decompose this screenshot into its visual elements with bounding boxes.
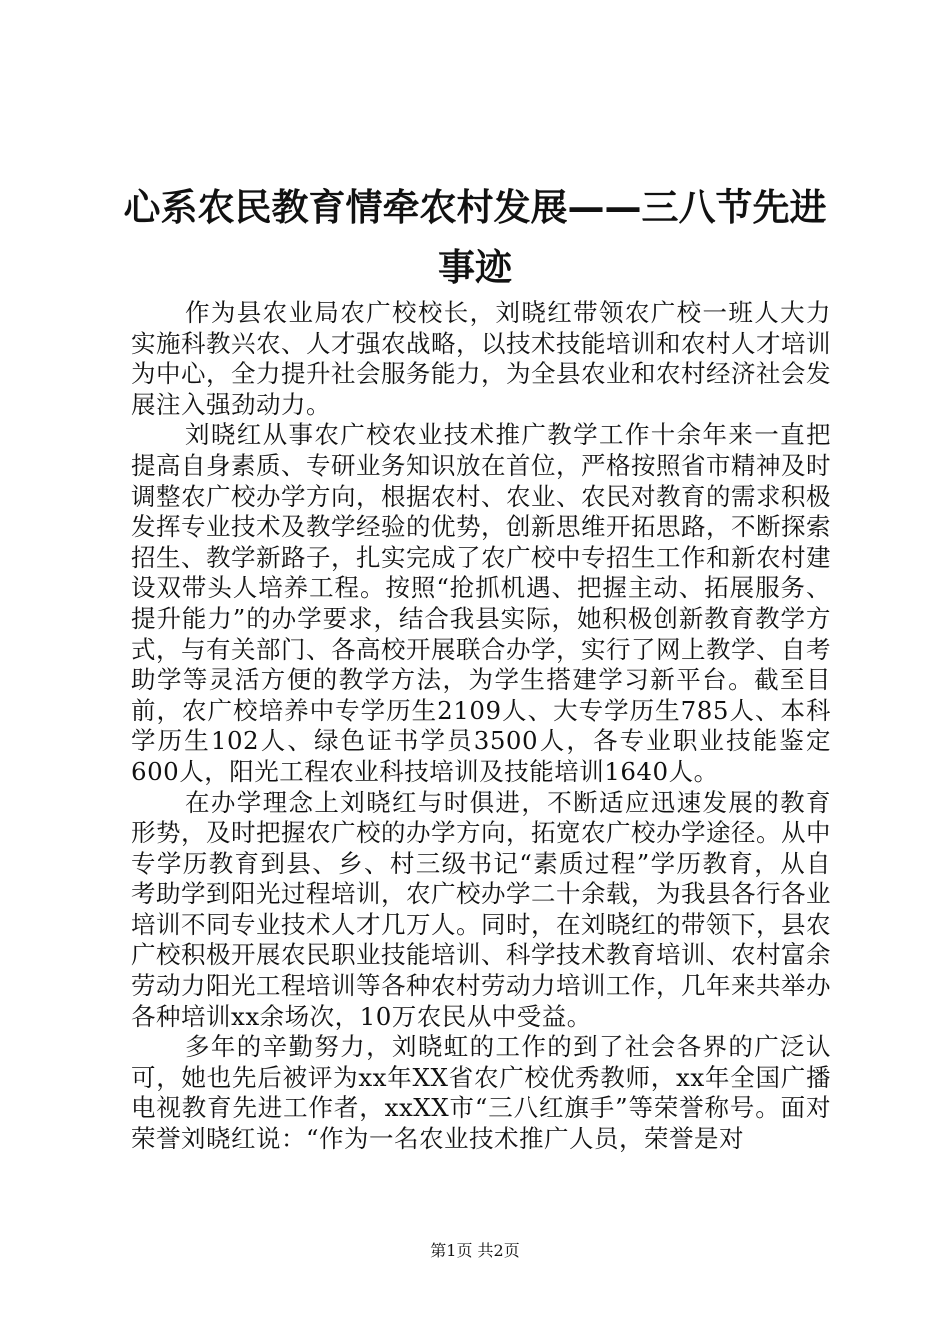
document-title: 心系农民教育情牵农村发展——三八节先进事迹 bbox=[123, 186, 827, 289]
page-number: 第1页 bbox=[430, 1241, 473, 1260]
paragraph-2: 刘晓红从事农广校农业技术推广教学工作十余年来一直把提高自身素质、专研业务知识放在首位，严格按照省市精神及时调整农广校办学方向，根据农村、农业、农民对教育的需求积极发挥专业技术及教学经验的优势，创新思维开拓思路，不断探索招生、教学新路子，扎实完成了农广校中专招生工作和新农村建设双带头人培养工程。按照“抢抓机遇、把握主动、拓展服务、提升能力”的办学要求，结合我县实际，她积极创新教育教学方式，与有关部门、各高校开展联合办学，实行了网上教学、自考助学等灵活方便的教学方法，为学生搭建学习新平台。截至目前，农广校培养中专学历生2109人、大专学历生785人、本科学历生102人、绿色证书学员3500人，各专业职业技能鉴定600人，阳光工程农业科技培训及技能培训1640人。 bbox=[131, 420, 831, 786]
page-footer bbox=[0, 1240, 950, 1262]
document-body bbox=[131, 298, 831, 1155]
page-total: 共2页 bbox=[477, 1241, 520, 1260]
paragraph-3: 在办学理念上刘晓红与时俱进，不断适应迅速发展的教育形势，及时把握农广校的办学方向，拓宽农广校办学途径。从中专学历教育到县、乡、村三级书记“素质过程”学历教育，从自考助学到阳光过程培训，农广校办学二十余载，为我县各行各业培训不同专业技术人才几万人。同时，在刘晓红的带领下，县农广校积极开展农民职业技能培训、科学技术教育培训、农村富余劳动力阳光工程培训等各种农村劳动力培训工作，几年来共举办各种培训xx余场次，10万农民从中受益。 bbox=[131, 787, 831, 1031]
paragraph-4: 多年的辛勤努力，刘晓虹的工作的到了社会各界的广泛认可，她也先后被评为xx年XX省农广校优秀教师，xx年全国广播电视教育先进工作者，xxXX市“三八红旗手”等荣誉称号。面对荣誉刘晓红说：“作为一名农业技术推广人员，荣誉是对 bbox=[131, 1032, 831, 1154]
paragraph-1: 作为县农业局农广校校长，刘晓红带领农广校一班人大力实施科教兴农、人才强农战略，以技术技能培训和农村人才培训为中心，全力提升社会服务能力，为全县农业和农村经济社会发展注入强劲动力。 bbox=[131, 298, 831, 419]
